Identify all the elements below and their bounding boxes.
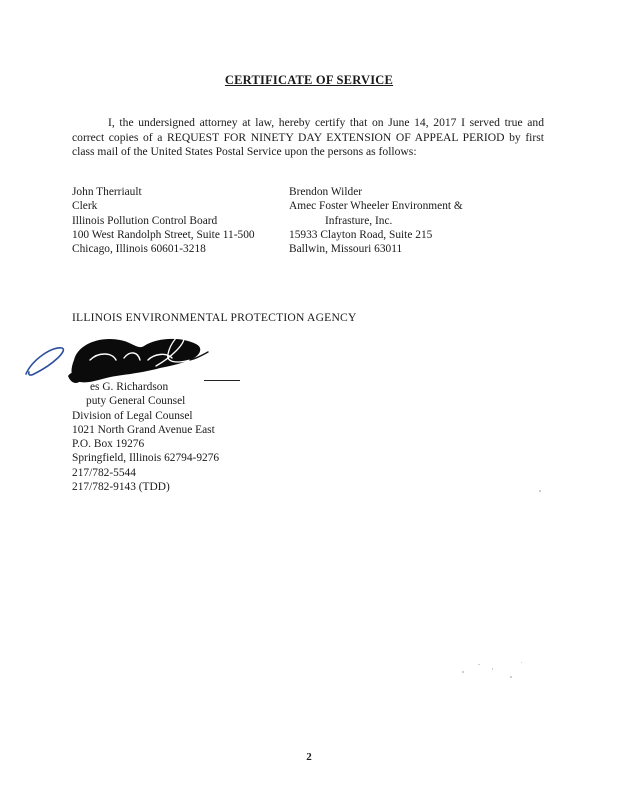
signer-city: Springfield, Illinois 62794-9276 [72,452,220,465]
signer-block [72,380,219,494]
page-number: 2 [306,751,312,763]
recipient-organization: Illinois Pollution Control Board [72,214,218,227]
recipient-organization-cont: Infrasture, Inc. [325,214,393,227]
signer-tdd: 217/782-9143 (TDD) [72,481,170,494]
signer-address: 1021 North Grand Avenue East [72,423,215,436]
certificate-title: CERTIFICATE OF SERVICE [224,73,394,87]
recipient-street: 100 West Randolph Street, Suite 11-500 [72,228,255,241]
signer-name: es G. Richardson [90,381,169,393]
signer-division: Division of Legal Counsel [72,409,193,422]
recipient-name: Brendon Wilder [289,186,363,198]
signer-title: puty General Counsel [86,395,186,408]
scan-speck [478,664,480,665]
certification-paragraph: I, the undersigned attorney at law, hereby certify that on June 14, 2017 I served true and correct copies of a REQUEST FOR NINETY DAY EXTENSION OF APPEAL PERIOD by first class mail of the United States Postal Service upon the persons as follows: [72,116,544,158]
scan-speck [462,671,464,673]
scan-speck [510,676,512,678]
agency-name: ILLINOIS ENVIRONMENTAL PROTECTION AGENCY [72,311,357,324]
recipient-title: Clerk [72,200,98,213]
recipient-name: John Therriault [72,186,142,198]
scan-speck [539,490,541,492]
recipient-address-clerk [72,185,255,256]
recipient-street: 15933 Clayton Road, Suite 215 [289,228,433,241]
recipient-city: Ballwin, Missouri 63011 [289,243,403,256]
recipient-city: Chicago, Illinois 60601-3218 [72,243,206,256]
recipient-organization: Amec Foster Wheeler Environment & [289,200,463,213]
scan-speck [521,662,522,663]
scan-speck [492,668,493,670]
signer-po-box: P.O. Box 19276 [72,438,145,451]
recipient-address-amec [289,185,463,256]
signer-phone: 217/782-5544 [72,466,136,479]
